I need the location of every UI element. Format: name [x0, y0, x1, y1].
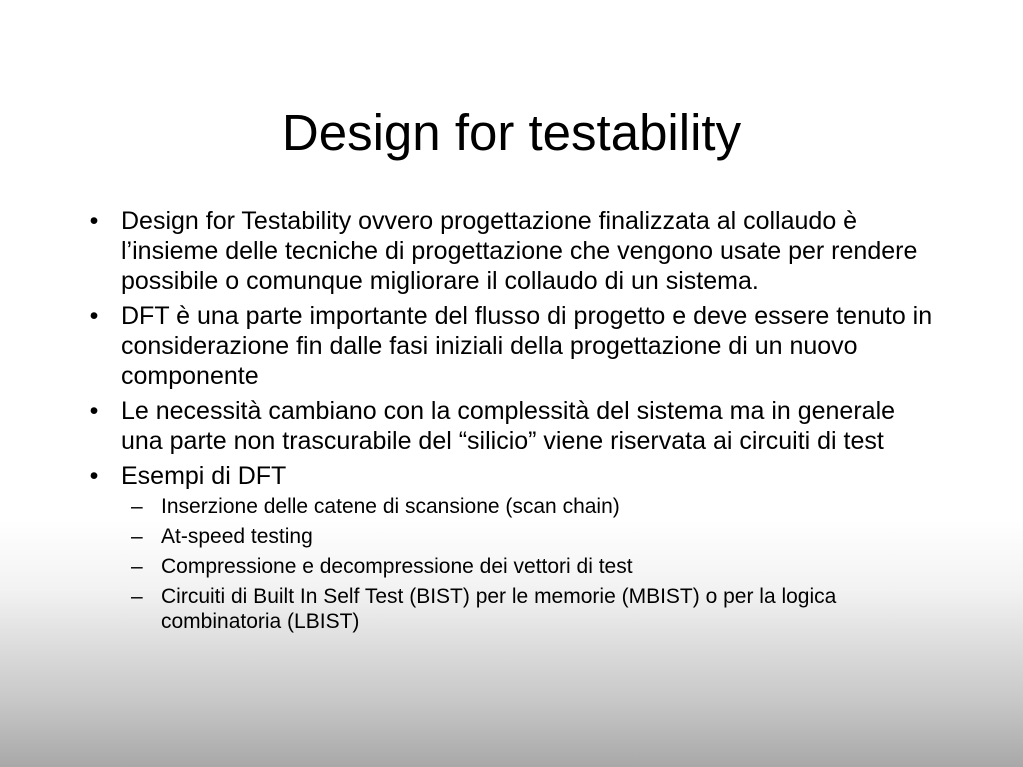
- sub-bullet-item: [121, 524, 934, 549]
- dash-marker: –: [131, 585, 143, 608]
- bullet-item: [84, 301, 934, 391]
- sub-bullet-item: [121, 584, 934, 634]
- slide-content: [84, 206, 934, 639]
- sub-bullet-text: Circuiti di Built In Self Test (BIST) per le memorie (MBIST) o per la logica combinatoria (LBIST): [161, 585, 837, 633]
- sub-bullet-item: [121, 554, 934, 579]
- dash-marker: –: [131, 495, 143, 518]
- sub-bullet-text: At-speed testing: [161, 525, 313, 548]
- bullet-text: Design for Testability ovvero progettazione finalizzata al collaudo è l’insieme delle tecniche di progettazione che vengono usate per rendere possibile o comunque migliorare il collaudo di un sistema.: [121, 207, 918, 295]
- bullet-marker: •: [89, 462, 99, 490]
- sub-bullet-text: Inserzione delle catene di scansione (scan chain): [161, 495, 620, 518]
- bullet-text: DFT è una parte importante del flusso di progetto e deve essere tenuto in considerazione fin dalle fasi iniziali della progettazione di un nuovo componente: [121, 302, 933, 390]
- bullet-item: [84, 461, 934, 634]
- bullet-marker: •: [89, 397, 99, 425]
- bullet-list: [84, 206, 934, 634]
- bullet-text: Le necessità cambiano con la complessità del sistema ma in generale una parte non trascurabile del “silicio” viene riservata ai circuiti di test: [121, 397, 896, 455]
- dash-marker: –: [131, 525, 143, 548]
- sub-bullet-list: [121, 494, 934, 634]
- bullet-text: Esempi di DFT: [121, 462, 287, 490]
- bullet-marker: •: [89, 302, 99, 330]
- dash-marker: –: [131, 555, 143, 578]
- bullet-marker: •: [89, 207, 99, 235]
- sub-bullet-item: [121, 494, 934, 519]
- slide-title: Design for testability: [281, 104, 742, 161]
- bullet-item: [84, 396, 934, 456]
- sub-bullet-text: Compressione e decompressione dei vettori di test: [161, 555, 633, 578]
- bullet-item: [84, 206, 934, 296]
